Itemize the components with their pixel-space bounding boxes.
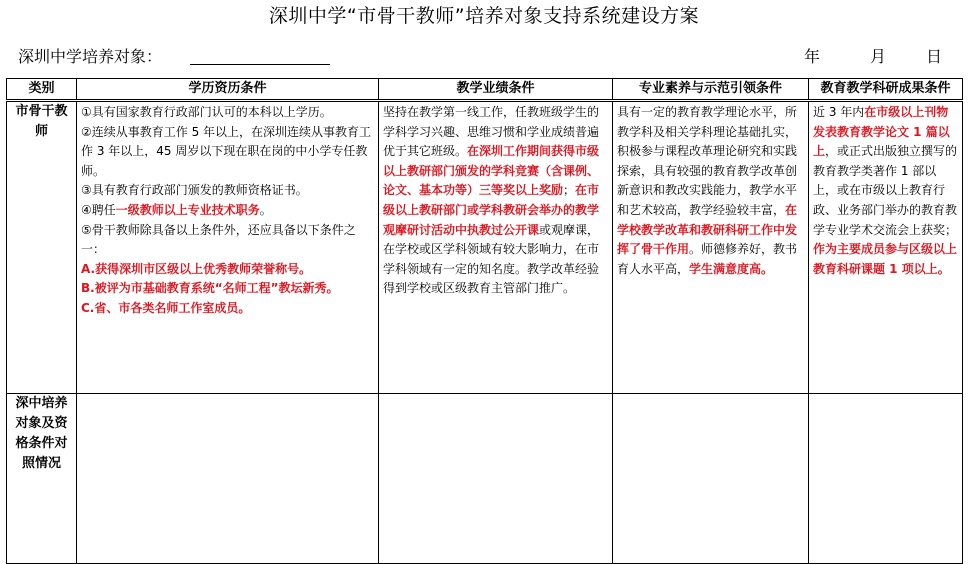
highlighted-text: 在市级以上刊物发表教育教学论文 1 篇以上 — [813, 105, 950, 159]
condition-text: ①具有国家教育行政部门认可的本科以上学历。 — [81, 105, 332, 119]
condition-text: ③具有教育行政部门颁发的教师资格证书。 — [81, 183, 308, 198]
condition-text: 。师德修养好，教书育人水平高， — [617, 242, 798, 276]
condition-text: ，或正式出版独立撰写的教育教学类著作 1 部以上，或在市级以上教育行政、业务部门举办的教育教学专业学术交流会上获奖； — [813, 144, 958, 237]
education-cell — [77, 101, 379, 394]
professional-cell — [613, 101, 809, 394]
condition-item — [383, 103, 608, 299]
education-cell — [77, 394, 379, 564]
category-cell: 深中培养对象及资格条件对照情况 — [7, 394, 77, 564]
condition-item — [81, 103, 374, 123]
conditions-table — [6, 78, 963, 564]
condition-text: 近 3 年内 — [813, 105, 865, 119]
highlighted-text: 作为主要成员参与区级以上教育科研课题 1 项以上。 — [813, 242, 958, 276]
highlighted-text: 在深圳工作期间获得市级以上教研部门颁发的学科竞赛（含课例、论文、基本功等）三等奖以上奖励 — [383, 144, 600, 198]
table-header-row — [7, 79, 963, 101]
trainee-line — [14, 44, 954, 70]
condition-text: ⑤骨干教师除具备以上条件外，还应具备以下条件之一： — [81, 222, 356, 257]
teaching-cell — [379, 394, 613, 564]
condition-item — [81, 201, 374, 221]
professional-cell — [613, 394, 809, 564]
date-month-label: 月 — [870, 47, 887, 66]
date-year-label: 年 — [804, 47, 821, 66]
condition-item — [813, 103, 958, 279]
page-title: 深圳中学“市骨干教师”培养对象支持系统建设方案 — [268, 5, 700, 27]
header-teaching: 教学业绩条件 — [379, 79, 613, 101]
condition-text: 或观摩课，在学校或区学科领域有较大影响力，在市学科领域有一定的知名度。教学改革经验得到学校或区级教育主管部门推广。 — [383, 222, 600, 296]
condition-item — [81, 221, 374, 260]
condition-item — [617, 103, 804, 279]
highlighted-text: B.被评为市基础教育系统“名师工程”教坛新秀。 — [81, 281, 339, 296]
condition-item — [81, 279, 374, 299]
highlighted-text: 在市级以上教研部门或学科教研会举办的教学观摩研讨活动中执教过公开课 — [383, 183, 600, 237]
condition-item — [81, 181, 374, 201]
research-cell — [809, 101, 963, 394]
condition-text: ④聘任 — [81, 202, 116, 217]
condition-item — [81, 299, 374, 319]
header-education: 学历资历条件 — [77, 79, 379, 101]
highlighted-text: 在学校教学改革和教研科研工作中发挥了骨干作用 — [617, 202, 798, 257]
date-day-label: 日 — [926, 47, 943, 66]
condition-text: ； — [563, 183, 576, 198]
condition-item — [81, 123, 374, 182]
teaching-cell — [379, 101, 613, 394]
header-professional: 专业素养与示范引领条件 — [613, 79, 809, 101]
header-category: 类别 — [7, 79, 77, 101]
table-row — [7, 101, 963, 394]
highlighted-text: C.省、市各类名师工作室成员。 — [81, 300, 251, 315]
research-cell — [809, 394, 963, 564]
table-row — [7, 394, 963, 564]
trainee-label: 深圳中学培养对象： — [18, 47, 163, 66]
condition-text: 坚持在教学第一线工作，任教班级学生的学科学习兴趣、思维习惯和学业成绩普遍优于其它班级。 — [383, 105, 600, 159]
trainee-name-blank — [190, 64, 330, 65]
condition-item — [81, 260, 374, 280]
highlighted-text: 一级教师以上专业技术职务 — [115, 202, 260, 217]
condition-text: 具有一定的教育教学理论水平，所教学科及相关学科理论基础扎实，积极参与课程改革理论研究和实践探索，具有较强的教育教学改革创新意识和教改实践能力，教学水平和艺术较高，教学经验较丰富， — [617, 105, 798, 217]
highlighted-text: 学生满意度高。 — [689, 261, 774, 276]
highlighted-text: A.获得深圳市区级以上优秀教师荣誉称号。 — [81, 261, 312, 276]
header-research: 教育教学科研成果条件 — [809, 79, 963, 101]
condition-text: 。 — [259, 202, 272, 217]
condition-text: ②连续从事教育工作 5 年以上，在深圳连续从事教育工作 3 年以上，45 周岁以下现在职在岗的中小学专任教师。 — [81, 124, 372, 178]
category-cell: 市骨干教师 — [7, 101, 77, 394]
